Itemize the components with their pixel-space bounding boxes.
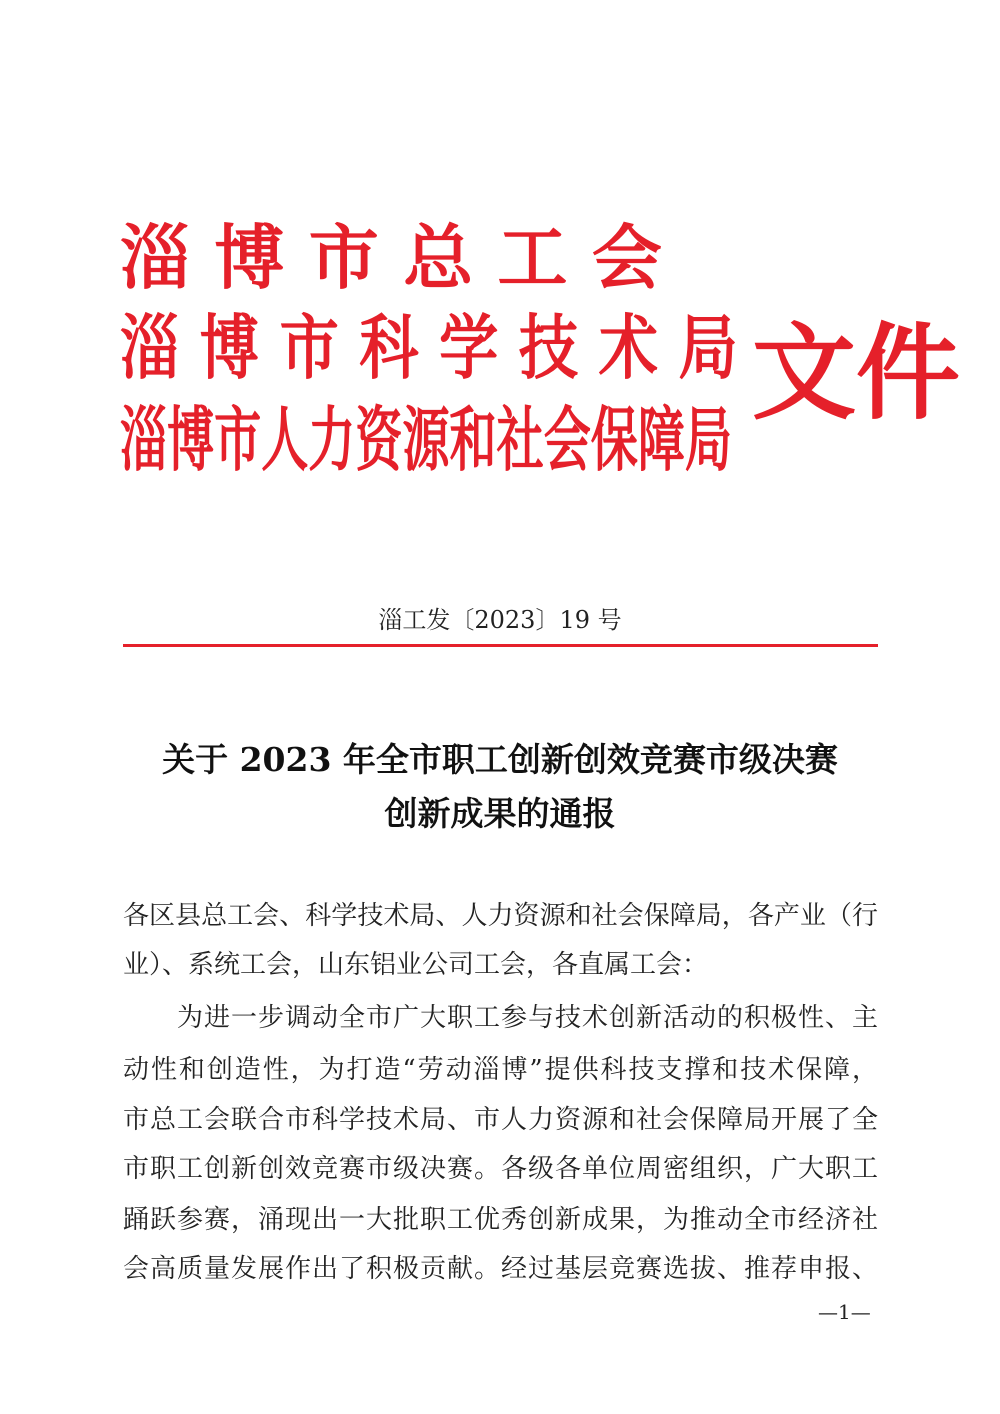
body-line: 市总工会联合市科学技术局、市人力资源和社会保障局开展了全 bbox=[123, 1105, 878, 1135]
title-line-2: 创新成果的通报 bbox=[384, 794, 616, 833]
issuer-trade-union: 淄 博 市 总 工 会 bbox=[120, 217, 662, 299]
body-line: 为进一步调动全市广大职工参与技术创新活动的积极性、主 bbox=[123, 1003, 878, 1033]
body-line: 动性和创造性，为打造“劳动淄博”提供科技支撑和技术保障， bbox=[123, 1055, 878, 1085]
red-masthead bbox=[120, 217, 961, 498]
addressee-line: 各区县总工会、科学技术局、人力资源和社会保障局，各产业（行 bbox=[123, 901, 878, 931]
red-divider bbox=[123, 644, 878, 647]
title-line-1: 关于 2023 年全市职工创新创效竞赛市级决赛 bbox=[162, 740, 838, 779]
document-number: 淄工发〔2023〕19 号 bbox=[378, 606, 622, 634]
body-line: 市职工创新创效竞赛市级决赛。各级各单位周密组织，广大职工 bbox=[123, 1154, 878, 1184]
addressee-line: 业）、系统工会，山东铝业公司工会，各直属工会： bbox=[123, 950, 709, 980]
body-line: 会高质量发展作出了积极贡献。经过基层竞赛选拔、推荐申报、 bbox=[123, 1254, 878, 1284]
issuer-hr-bureau: 淄博市人力资源和社会保障局 bbox=[120, 399, 732, 481]
issuer-science-bureau: 淄 博 市 科 学 技 术 局 bbox=[120, 307, 738, 389]
file-word: 文件 bbox=[752, 312, 961, 434]
body-line: 踊跃参赛，涌现出一大批职工优秀创新成果，为推动全市经济社 bbox=[123, 1205, 878, 1235]
page-number: —1— bbox=[818, 1300, 871, 1324]
